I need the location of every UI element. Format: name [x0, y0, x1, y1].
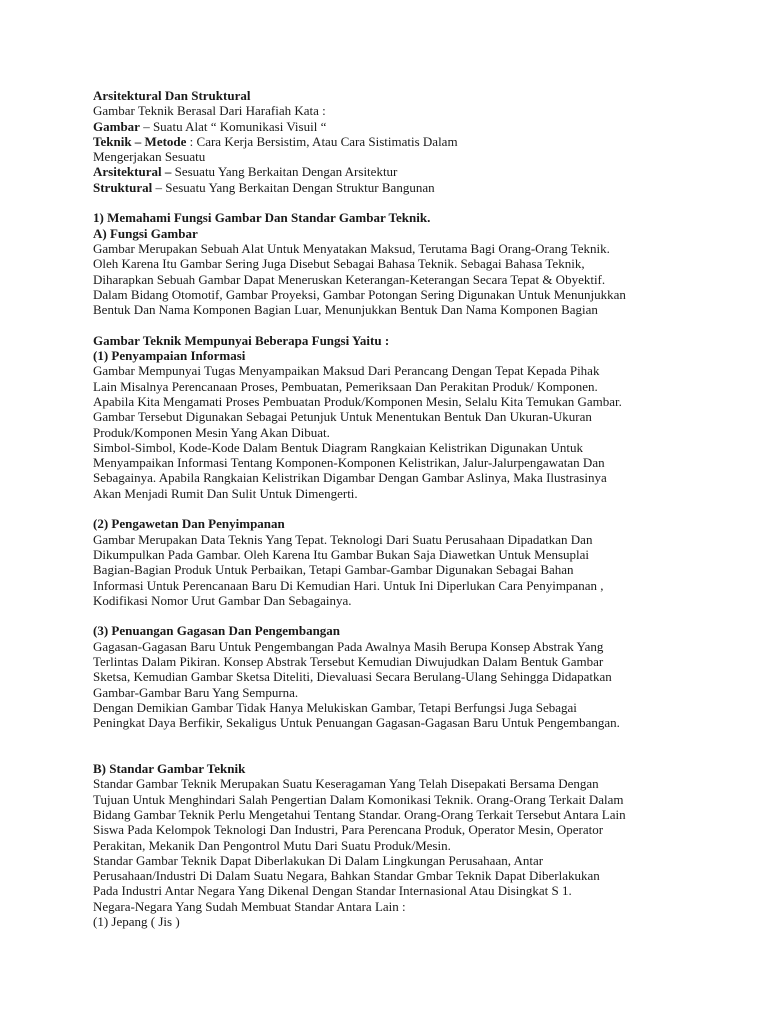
text-line: Peningkat Daya Berfikir, Sekaligus Untuk Penuangan Gagasan-Gagasan Baru Untuk Pengembangan. — [93, 715, 620, 731]
subsection-heading-a: A) Fungsi Gambar — [93, 225, 198, 241]
spacer — [93, 746, 753, 761]
def-gambar: – Suatu Alat “ Komunikasi Visuil “ — [139, 118, 327, 134]
term-teknik: Teknik – Metode — [93, 133, 187, 149]
text-line: Sebagainya. Apabila Rangkaian Kelistrikan Digambar Dengan Gambar Aslinya, Maka Ilustrasinya — [93, 470, 607, 486]
spacer — [93, 608, 753, 623]
paragraph-standar-gambar — [93, 776, 753, 929]
text-line: Dalam Bidang Otomotif, Gambar Proyeksi, Gambar Potongan Sering Digunakan Untuk Menunjukkan — [93, 286, 626, 302]
text-line: Diharapkan Sebuah Gambar Dapat Meneruskan Keterangan-Keterangan Secara Tepat & Obyektif. — [93, 271, 606, 287]
intro-line: Gambar Teknik Berasal Dari Harafiah Kata : — [93, 103, 326, 119]
definition-struktural — [93, 180, 753, 195]
text-line: Kodifikasi Nomor Urut Gambar Dan Sebagainya. — [93, 592, 352, 608]
fungsi-1-heading: (1) Penyampaian Informasi — [93, 348, 246, 364]
text-line: Siswa Pada Kelompok Teknologi Dan Industri, Para Perencana Produk, Operator Mesin, Operator — [93, 822, 604, 838]
text-line: Bidang Gambar Teknik Perlu Mengetahui Tentang Standar. Orang-Orang Terkait Tersebut Antara Lain — [93, 806, 626, 822]
text-line: Sketsa, Kemudian Gambar Sketsa Diteliti, Dievaluasi Secara Berulang-Ulang Sehingga Didapatkan — [93, 669, 612, 685]
text-line: Oleh Karena Itu Gambar Sering Juga Disebut Sebagai Bahasa Teknik. Sebagai Bahasa Teknik, — [93, 256, 585, 272]
text-line: Gambar Merupakan Data Teknis Yang Tepat. Teknologi Dari Suatu Perusahaan Dipadatkan Dan — [93, 531, 593, 547]
text-line: Lain Misalnya Perencanaan Proses, Pembuatan, Pemeriksaan Dan Perakitan Produk/ Komponen. — [93, 378, 598, 394]
section-heading: 1) Memahami Fungsi Gambar Dan Standar Gambar Teknik. — [93, 210, 431, 226]
paragraph-penuangan-gagasan — [93, 639, 753, 731]
term-struktural: Struktural — [93, 179, 153, 195]
text-line: Simbol-Simbol, Kode-Kode Dalam Bentuk Diagram Rangkaian Kelistrikan Digunakan Untuk — [93, 439, 583, 455]
term-gambar: Gambar — [93, 118, 140, 134]
def-struktural: – Sesuatu Yang Berkaitan Dengan Struktur Bangunan — [152, 179, 435, 195]
text-line: Gagasan-Gagasan Baru Untuk Pengembangan Pada Awalnya Masih Berupa Konsep Abstrak Yang — [93, 638, 604, 654]
text-line: Bagian-Bagian Produk Untuk Perbaikan, Tetapi Gambar-Gambar Digunakan Sebagai Bahan — [93, 562, 574, 578]
spacer — [93, 501, 753, 516]
text-line: Menyampaikan Informasi Tentang Komponen-Komponen Kelistrikan, Jalur-Jalurpengawatan Dan — [93, 455, 605, 471]
text-line: Akan Menjadi Rumit Dan Sulit Untuk Dimengerti. — [93, 485, 358, 501]
spacer — [93, 317, 753, 332]
definition-gambar — [93, 119, 753, 134]
fungsi-2-heading: (2) Pengawetan Dan Penyimpanan — [93, 516, 285, 532]
text-line: Perakitan, Mekanik Dan Pengontrol Mutu Dari Suatu Produk/Mesin. — [93, 837, 451, 853]
text-line: Gambar Mempunyai Tugas Menyampaikan Maksud Dari Perancang Dengan Tepat Kepada Pihak — [93, 363, 600, 379]
text-line: Gambar-Gambar Baru Yang Sempurna. — [93, 684, 299, 700]
definition-arsitektural — [93, 164, 753, 179]
paragraph-fungsi-gambar — [93, 241, 753, 317]
def-arsitektural: Sesuatu Yang Berkaitan Dengan Arsitektur — [171, 164, 398, 180]
text-line: Negara-Negara Yang Sudah Membuat Standar Antara Lain : — [93, 898, 406, 914]
paragraph-penyampaian-informasi — [93, 363, 753, 501]
definition-teknik-cont: Mengerjakan Sesuatu — [93, 149, 206, 165]
text-line: Gambar Tersebut Digunakan Sebagai Petunjuk Untuk Menentukan Bentuk Dan Ukuran-Ukuran — [93, 409, 592, 425]
def-teknik: : Cara Kerja Bersistim, Atau Cara Sistimatis Dalam — [186, 133, 458, 149]
text-line: Perusahaan/Industri Di Dalam Suatu Negara, Bahkan Standar Gmbar Teknik Dapat Diberlakukan — [93, 868, 600, 884]
text-line: Gambar Merupakan Sebuah Alat Untuk Menyatakan Maksud, Terutama Bagi Orang-Orang Teknik. — [93, 240, 610, 256]
subsection-heading-b: B) Standar Gambar Teknik — [93, 761, 246, 777]
document-page — [93, 88, 753, 929]
text-line: Tujuan Untuk Menghindari Salah Pengertian Dalam Komonikasi Teknik. Orang-Orang Terkait Dalam — [93, 791, 624, 807]
text-line: Standar Gambar Teknik Dapat Diberlakukan Di Dalam Lingkungan Perusahaan, Antar — [93, 852, 544, 868]
spacer — [93, 730, 753, 745]
text-line: Produk/Komponen Mesin Yang Akan Dibuat. — [93, 424, 330, 440]
text-line: Dengan Demikian Gambar Tidak Hanya Melukiskan Gambar, Tetapi Berfungsi Juga Sebagai — [93, 699, 577, 715]
text-line: Informasi Untuk Perencanaan Baru Di Kemudian Hari. Untuk Ini Diperlukan Cara Penyimpanan , — [93, 577, 604, 593]
spacer — [93, 195, 753, 210]
text-line: Apabila Kita Mengamati Proses Pembuatan Produk/Komponen Mesin, Selalu Kita Temukan Gambar. — [93, 393, 622, 409]
text-line: Dikumpulkan Pada Gambar. Oleh Karena Itu Gambar Bukan Saja Diawetkan Untuk Mensuplai — [93, 546, 590, 562]
definition-teknik — [93, 134, 753, 149]
text-line: Terlintas Dalam Pikiran. Konsep Abstrak Tersebut Kemudian Diwujudkan Dalam Bentuk Gambar — [93, 653, 604, 669]
document-title: Arsitektural Dan Struktural — [93, 88, 251, 103]
fungsi-heading: Gambar Teknik Mempunyai Beberapa Fungsi Yaitu : — [93, 332, 390, 348]
paragraph-pengawetan — [93, 532, 753, 608]
text-line: (1) Jepang ( Jis ) — [93, 914, 180, 930]
text-line: Pada Industri Antar Negara Yang Dikenal Dengan Standar Internasional Atau Disingkat S 1. — [93, 883, 572, 899]
text-line: Bentuk Dan Nama Komponen Bagian Luar, Menunjukkan Bentuk Dan Nama Komponen Bagian — [93, 302, 598, 318]
term-arsitektural: Arsitektural – — [93, 164, 172, 180]
fungsi-3-heading: (3) Penuangan Gagasan Dan Pengembangan — [93, 623, 341, 639]
text-line: Standar Gambar Teknik Merupakan Suatu Keseragaman Yang Telah Disepakati Bersama Dengan — [93, 776, 599, 792]
